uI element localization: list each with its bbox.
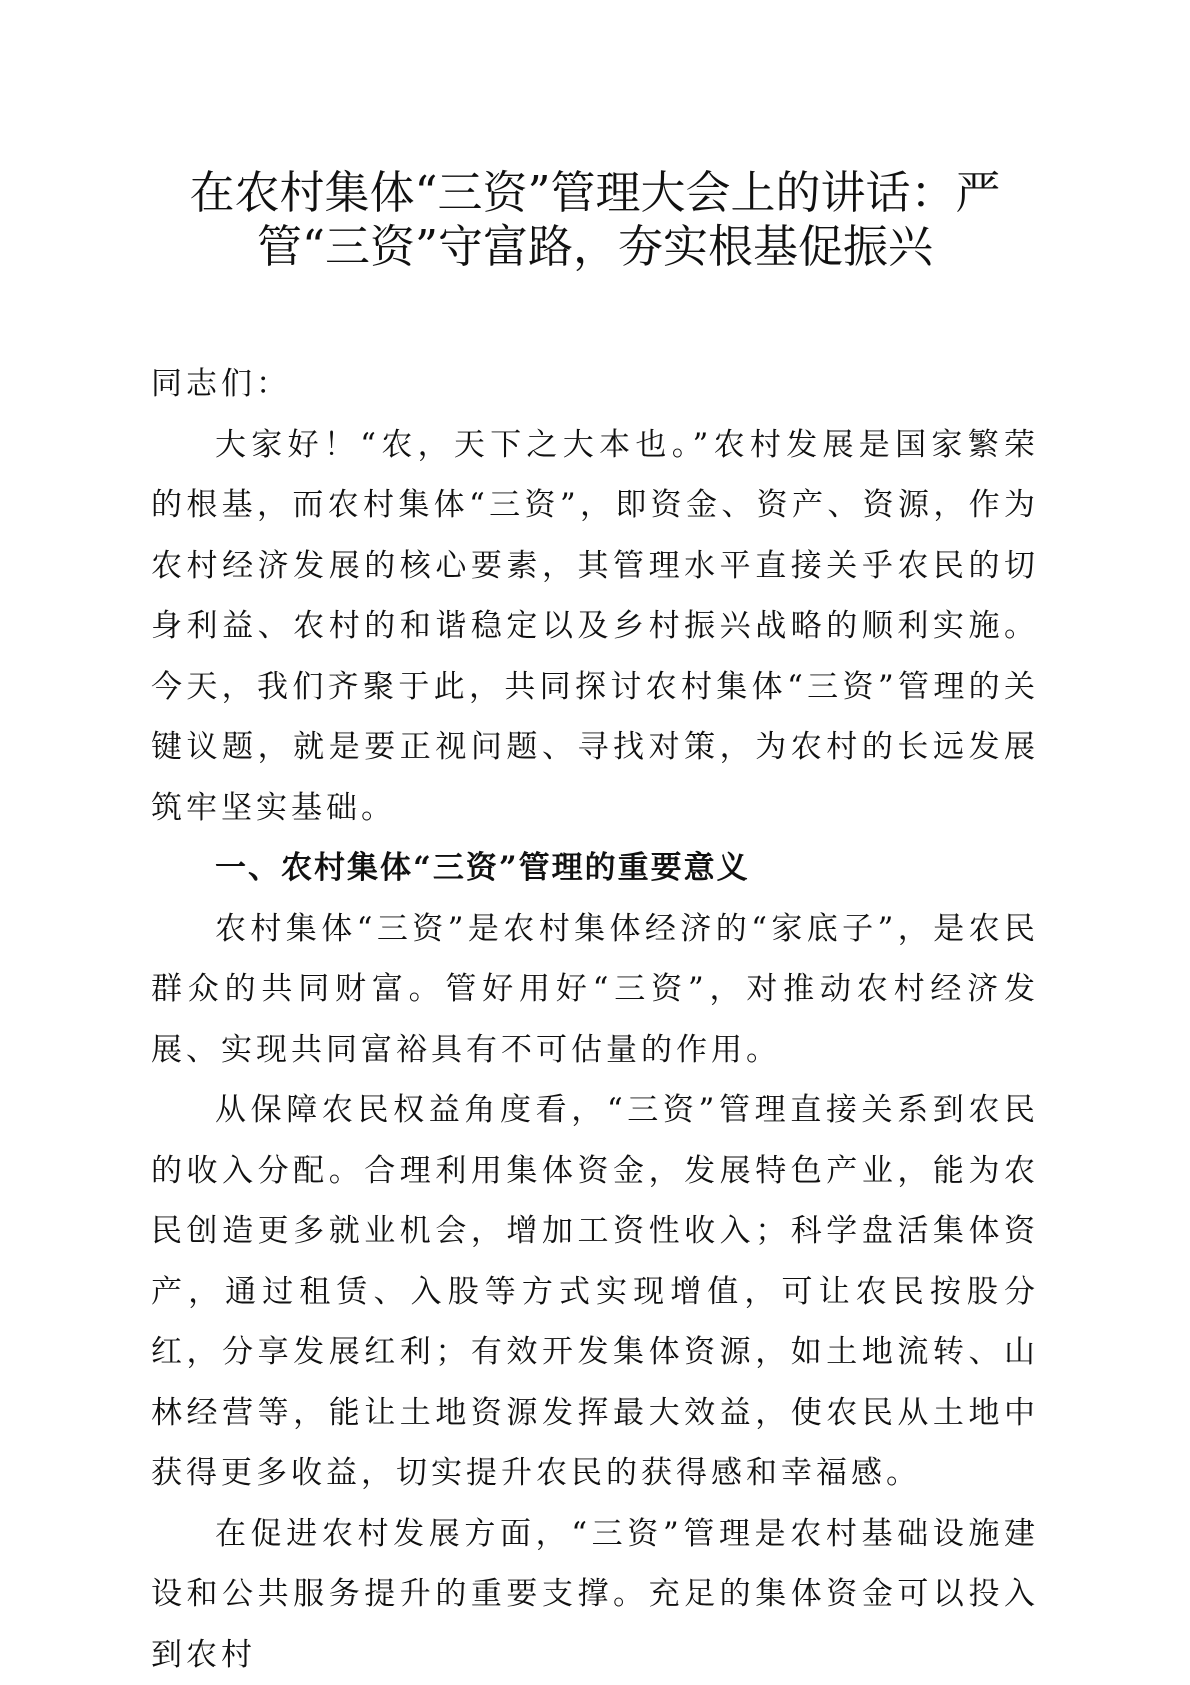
document-title: 在农村集体“三资”管理大会上的讲话：严管“三资”守富路，夯实根基促振兴 xyxy=(140,166,1050,274)
section-heading-1: 一、农村集体“三资”管理的重要意义 xyxy=(151,838,1039,899)
salutation: 同志们： xyxy=(151,354,1039,415)
paragraph-rural-development: 在促进农村发展方面，“三资”管理是农村基础设施建设和公共服务提升的重要支撑。充足的集体资金可以投入到农村 xyxy=(151,1504,1039,1685)
paragraph-significance: 农村集体“三资”是农村集体经济的“家底子”，是农民群众的共同财富。管好用好“三资”，对推动农村经济发展、实现共同富裕具有不可估量的作用。 xyxy=(151,899,1039,1081)
paragraph-intro: 大家好！“农，天下之大本也。”农村发展是国家繁荣的根基，而农村集体“三资”，即资金、资产、资源，作为农村经济发展的核心要素，其管理水平直接关乎农民的切身利益、农村的和谐稳定以及乡村振兴战略的顺利实施。今天，我们齐聚于此，共同探讨农村集体“三资”管理的关键议题，就是要正视问题、寻找对策，为农村的长远发展筑牢坚实基础。 xyxy=(151,415,1039,839)
paragraph-farmer-rights: 从保障农民权益角度看，“三资”管理直接关系到农民的收入分配。合理利用集体资金，发展特色产业，能为农民创造更多就业机会，增加工资性收入；科学盘活集体资产，通过租赁、入股等方式实现增值，可让农民按股分红，分享发展红利；有效开发集体资源，如土地流转、山林经营等，能让土地资源发挥最大效益，使农民从土地中获得更多收益，切实提升农民的获得感和幸福感。 xyxy=(151,1080,1039,1504)
document-body xyxy=(151,354,1039,1685)
